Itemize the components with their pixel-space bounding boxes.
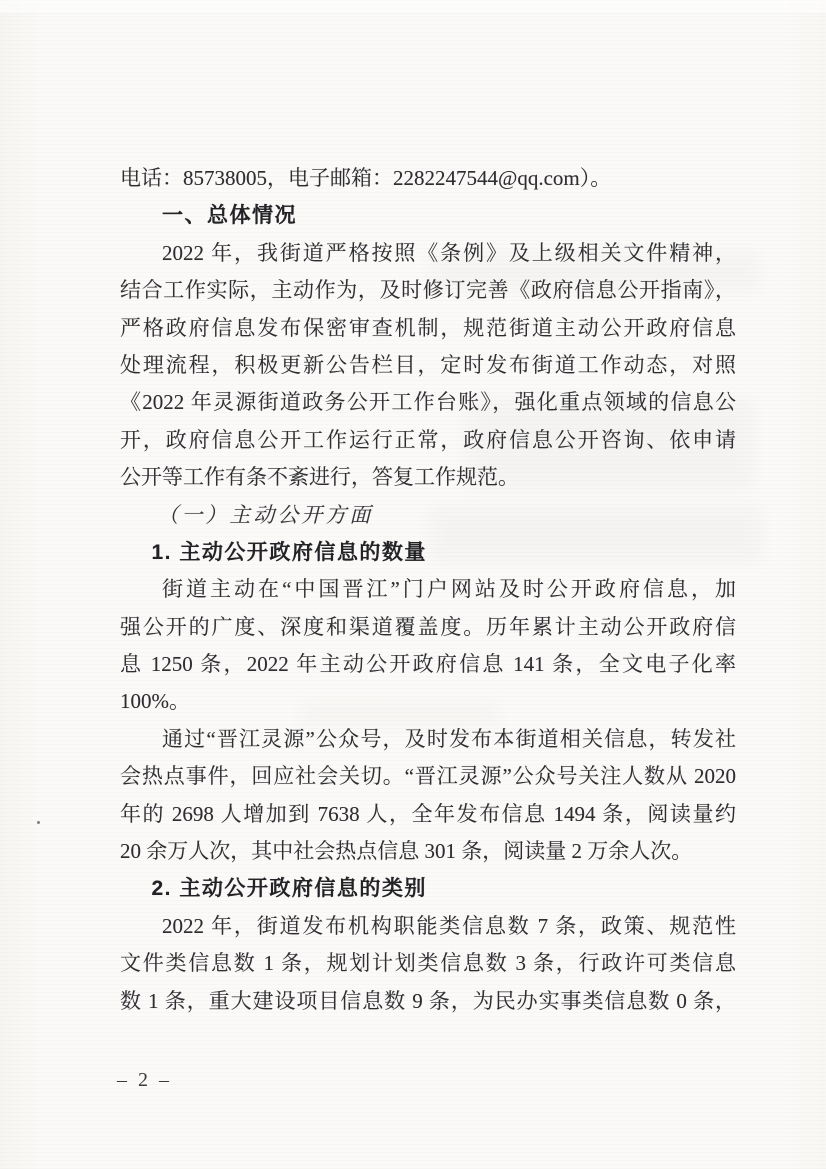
text-line: 电话：85738005，电子邮箱：2282247544@qq.com）。 (120, 166, 612, 190)
section-heading: 1. 主动公开政府信息的数量 (151, 540, 427, 564)
scan-speck (37, 821, 40, 824)
text-line: 100%。 (120, 689, 190, 714)
text-line: 街道主动在“中国晋江”门户网站及时公开政府信息，加 (162, 577, 736, 602)
section-heading: 2. 主动公开政府信息的类别 (151, 877, 427, 901)
text-line: 开，政府信息公开工作运行正常，政府信息公开咨询、依申请 (120, 427, 736, 452)
text-line: 强公开的广度、深度和渠道覆盖度。历年累计主动公开政府信 (120, 614, 736, 639)
text-line: 处理流程，积极更新公告栏目，定时发布街道工作动态，对照 (120, 352, 736, 377)
section-heading: 一、总体情况 (162, 204, 297, 228)
text-line: 文件类信息数 1 条，规划计划类信息数 3 条，行政许可类信息 (120, 951, 736, 976)
text-line: 年的 2698 人增加到 7638 人，全年发布信息 1494 条，阅读量约 (120, 801, 736, 826)
text-line: 公开等工作有条不紊进行，答复工作规范。 (120, 465, 519, 490)
document-body (120, 160, 736, 1020)
text-line: 《2022 年灵源街道政务公开工作台账》，强化重点领域的信息公 (120, 390, 736, 415)
text-line: 严格政府信息发布保密审查机制，规范街道主动公开政府信息 (120, 315, 736, 340)
text-line: 会热点事件，回应社会关切。“晋江灵源”公众号关注人数从 2020 (120, 764, 736, 789)
text-line: 数 1 条，重大建设项目信息数 9 条，为民办实事类信息数 0 条， (120, 988, 736, 1013)
page-number: – 2 – (117, 1069, 172, 1091)
text-line: 20 余万人次，其中社会热点信息 301 条，阅读量 2 万余人次。 (120, 839, 693, 864)
text-line: 2022 年，街道发布机构职能类信息数 7 条，政策、规范性 (162, 913, 736, 938)
text-line: 通过“晋江灵源”公众号，及时发布本街道相关信息，转发社 (162, 726, 736, 751)
scan-edge-band (0, 0, 826, 14)
text-line: 结合工作实际，主动作为，及时修订完善《政府信息公开指南》， (120, 278, 736, 303)
text-line: 2022 年，我街道严格按照《条例》及上级相关文件精神， (162, 240, 736, 265)
text-line: 息 1250 条，2022 年主动公开政府信息 141 条，全文电子化率 (120, 652, 736, 677)
subsection-heading: （一）主动公开方面 (157, 502, 374, 527)
